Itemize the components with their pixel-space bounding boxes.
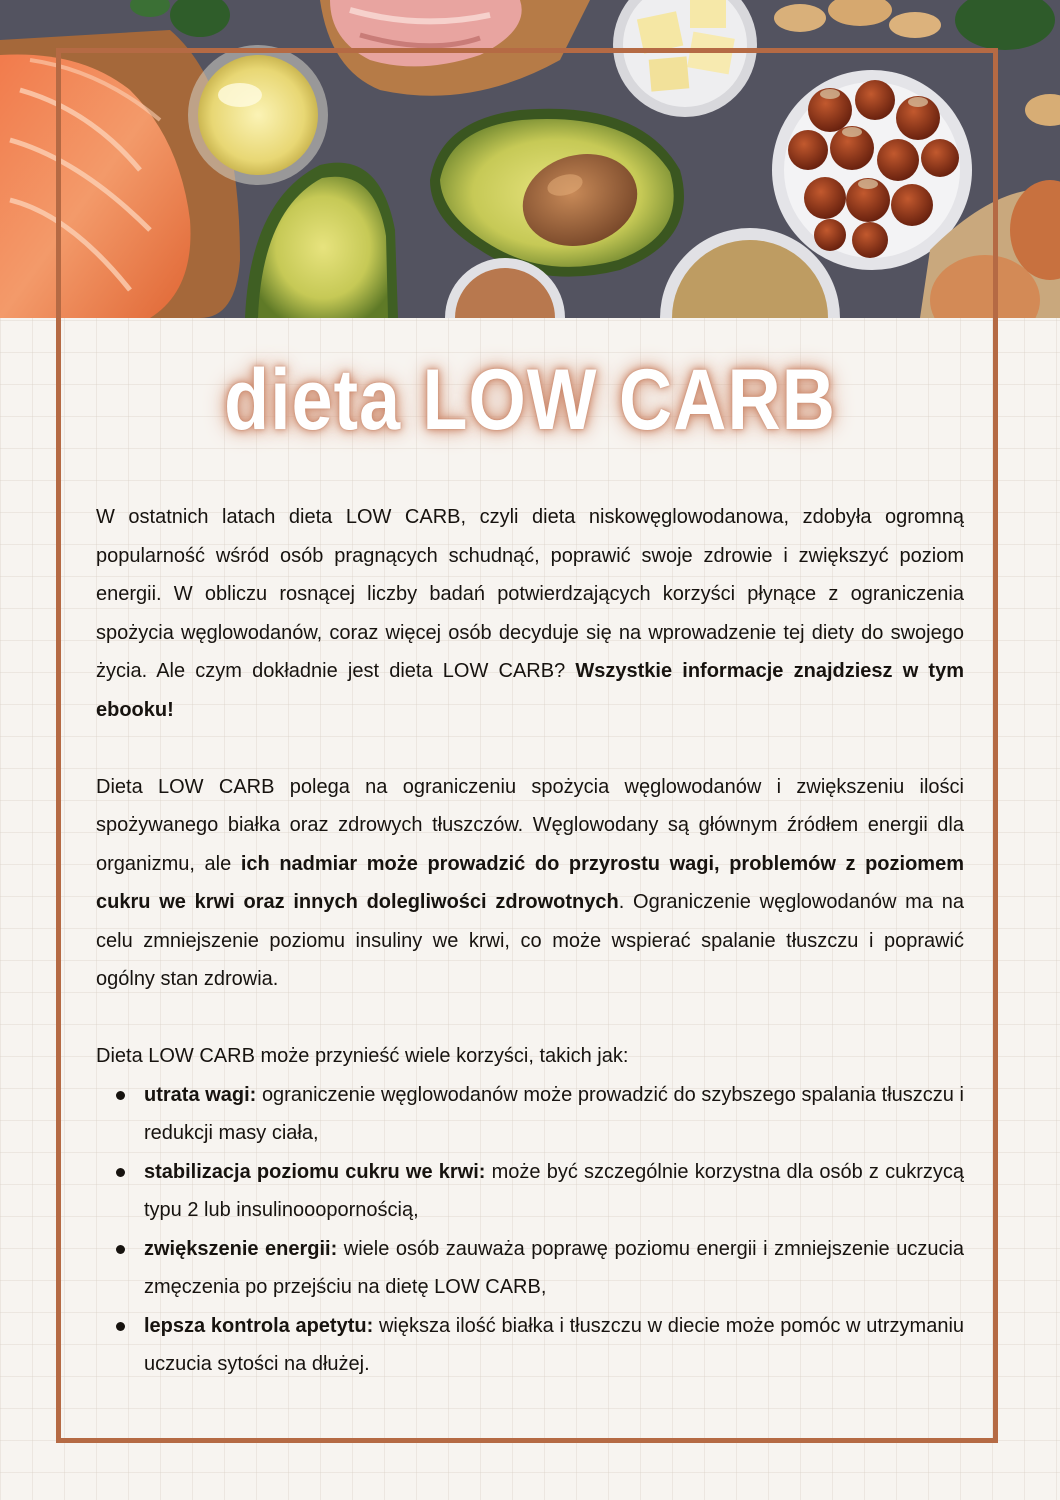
food-hero-image [0, 0, 1060, 318]
benefit-title: stabilizacja poziomu cukru we krwi: [144, 1160, 486, 1183]
definition-rest-text: . Ograniczenie węglowodanów ma na celu zmniejszenie poziomu insuliny we krwi, co może wspierać spalanie tłuszczu i poprawić ogólny stan zdrowia. [96, 891, 964, 990]
bullet-icon [116, 1091, 125, 1100]
benefit-text: większa ilość białka i tłuszczu w diecie może pomóc w utrzymaniu uczucia sytości na dłużej. [144, 1314, 965, 1375]
definition-bold-text: ich nadmiar może prowadzić do przyrostu wagi, problemów z poziomem cukru we krwi oraz innych dolegliwości zdrowotnych [96, 852, 964, 913]
benefit-text: może być szczególnie korzystna dla osób z cukrzycą typu 2 lub insulinooopornością, [144, 1160, 964, 1221]
benefit-title: zwiększenie energii: [144, 1237, 338, 1260]
intro-bold-text: Wszystkie informacje znajdziesz w tym ebooku! [96, 660, 964, 721]
intro-paragraph [96, 498, 964, 729]
benefit-text: wiele osób zauważa poprawę poziomu energii i zmniejszenie uczucia zmęczenia po przejściu na dietę LOW CARB, [144, 1237, 965, 1298]
bullet-icon [116, 1322, 125, 1331]
list-item [96, 1230, 964, 1307]
benefits-list [96, 1076, 964, 1384]
list-item [96, 1153, 964, 1230]
benefit-title: lepsza kontrola apetytu: [144, 1314, 374, 1337]
list-item [96, 1307, 964, 1384]
intro-text: W ostatnich latach dieta LOW CARB, czyli dieta niskowęglowodanowa, zdobyła ogromną popularność wśród osób pragnących schudnąć, poprawić swoje zdrowie i zwiększyć poziom energii. W obliczu rosnącej liczby badań potwierdzających korzyści płynące z ograniczenia spożycia węglowodanów, coraz więcej osób decyduje się na wprowadzenie tej diety do swojego życia. Ale czym dokładnie jest dieta LOW CARB? [96, 506, 964, 682]
bullet-icon [116, 1168, 125, 1177]
bullet-icon [116, 1245, 125, 1254]
benefit-title: utrata wagi: [144, 1083, 257, 1106]
definition-intro-text: Dieta LOW CARB polega na ograniczeniu spożycia węglowodanów i zwiększeniu ilości spożywanego białka oraz zdrowych tłuszczów. Węglowodany są głównym źródłem energii dla organizmu, ale [96, 775, 964, 875]
page-title: dieta LOW CARB [224, 352, 836, 448]
benefits-intro: Dieta LOW CARB może przynieść wiele korzyści, takich jak: [96, 1045, 629, 1067]
article-body [96, 498, 964, 1384]
definition-paragraph [96, 768, 964, 999]
list-item [96, 1076, 964, 1153]
benefit-text: ograniczenie węglowodanów może prowadzić do szybszego spalania tłuszczu i redukcji masy ciała, [144, 1083, 964, 1144]
